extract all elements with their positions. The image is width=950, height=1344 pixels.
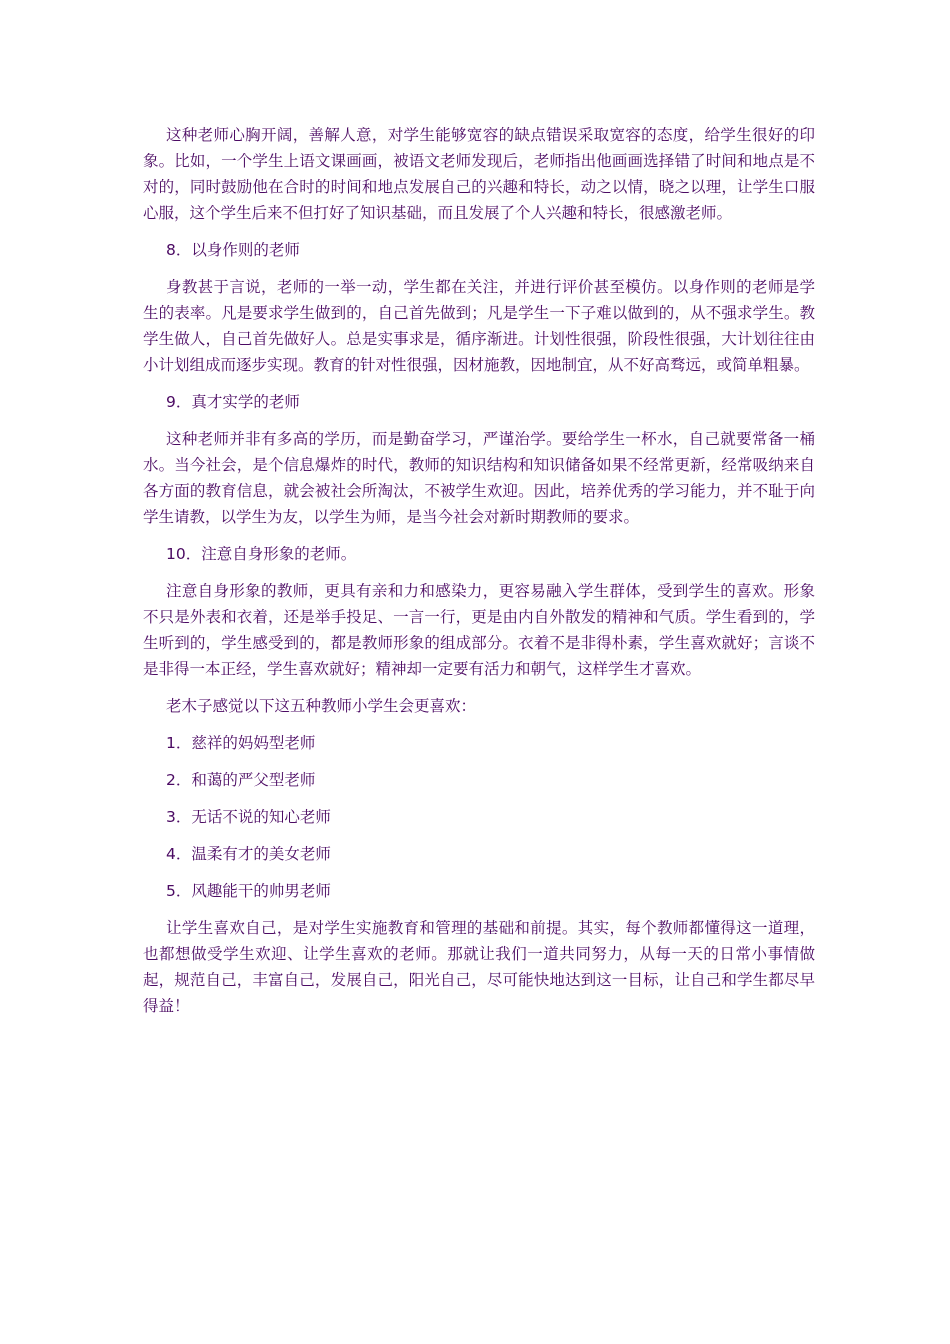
paragraph-lead-by-example: 身教甚于言说，老师的一举一动，学生都在关注，并进行评价甚至模仿。以身作则的老师是学生的表率。凡是要求学生做到的，自己首先做到；凡是学生一下子难以做到的，从不强求学生。教学生做人，自己首先做好人。总是实事求是，循序渐进。计划性很强，阶段性很强，大计划往往由小计划组成而逐步实现。教育的针对性很强，因材施教，因地制宜，从不好高骛远，或简单粗暴。 [143, 278, 815, 374]
list-item: 2．和蔼的严父型老师 [166, 771, 316, 789]
list-item: 3．无话不说的知心老师 [166, 808, 331, 826]
paragraph-list-intro: 老木子感觉以下这五种教师小学生会更喜欢： [166, 697, 477, 715]
paragraph-self-image: 注意自身形象的教师，更具有亲和力和感染力，更容易融入学生群体，受到学生的喜欢。形象不只是外表和衣着，还是举手投足、一言一行，更是由内自外散发的精神和气质。学生看到的，学生听到的，学生感受到的，都是教师形象的组成部分。衣着不是非得朴素，学生喜欢就好；言谈不是非得一本正经，学生喜欢就好；精神却一定要有活力和朝气，这样学生才喜欢。 [143, 582, 815, 678]
paragraph-conclusion: 让学生喜欢自己，是对学生实施教育和管理的基础和前提。其实，每个教师都懂得这一道理，也都想做受学生欢迎、让学生喜欢的老师。那就让我们一道共同努力，从每一天的日常小事情做起，规范自己，丰富自己，发展自己，阳光自己，尽可能快地达到这一目标，让自己和学生都尽早得益！ [143, 919, 815, 1015]
heading-9: 9．真才实学的老师 [166, 393, 300, 411]
heading-8: 8．以身作则的老师 [166, 241, 300, 259]
paragraph-real-talent: 这种老师并非有多高的学历，而是勤奋学习，严谨治学。要给学生一杯水，自己就要常备一桶水。当今社会，是个信息爆炸的时代，教师的知识结构和知识储备如果不经常更新，经常吸纳来自各方面的教育信息，就会被社会所淘汰，不被学生欢迎。因此，培养优秀的学习能力，并不耻于向学生请教，以学生为友，以学生为师，是当今社会对新时期教师的要求。 [143, 430, 815, 526]
heading-10: 10．注意自身形象的老师。 [166, 545, 357, 563]
list-item: 4．温柔有才的美女老师 [166, 845, 331, 863]
paragraph-tolerant-teacher: 这种老师心胸开阔，善解人意，对学生能够宽容的缺点错误采取宽容的态度，给学生很好的印象。比如，一个学生上语文课画画，被语文老师发现后，老师指出他画画选择错了时间和地点是不对的，同时鼓励他在合时的时间和地点发展自己的兴趣和特长，动之以情，晓之以理，让学生口服心服，这个学生后来不但打好了知识基础，而且发展了个人兴趣和特长，很感激老师。 [143, 126, 815, 222]
list-item: 5．风趣能干的帅男老师 [166, 882, 331, 900]
document-body [143, 122, 815, 1030]
list-item: 1．慈祥的妈妈型老师 [166, 734, 316, 752]
